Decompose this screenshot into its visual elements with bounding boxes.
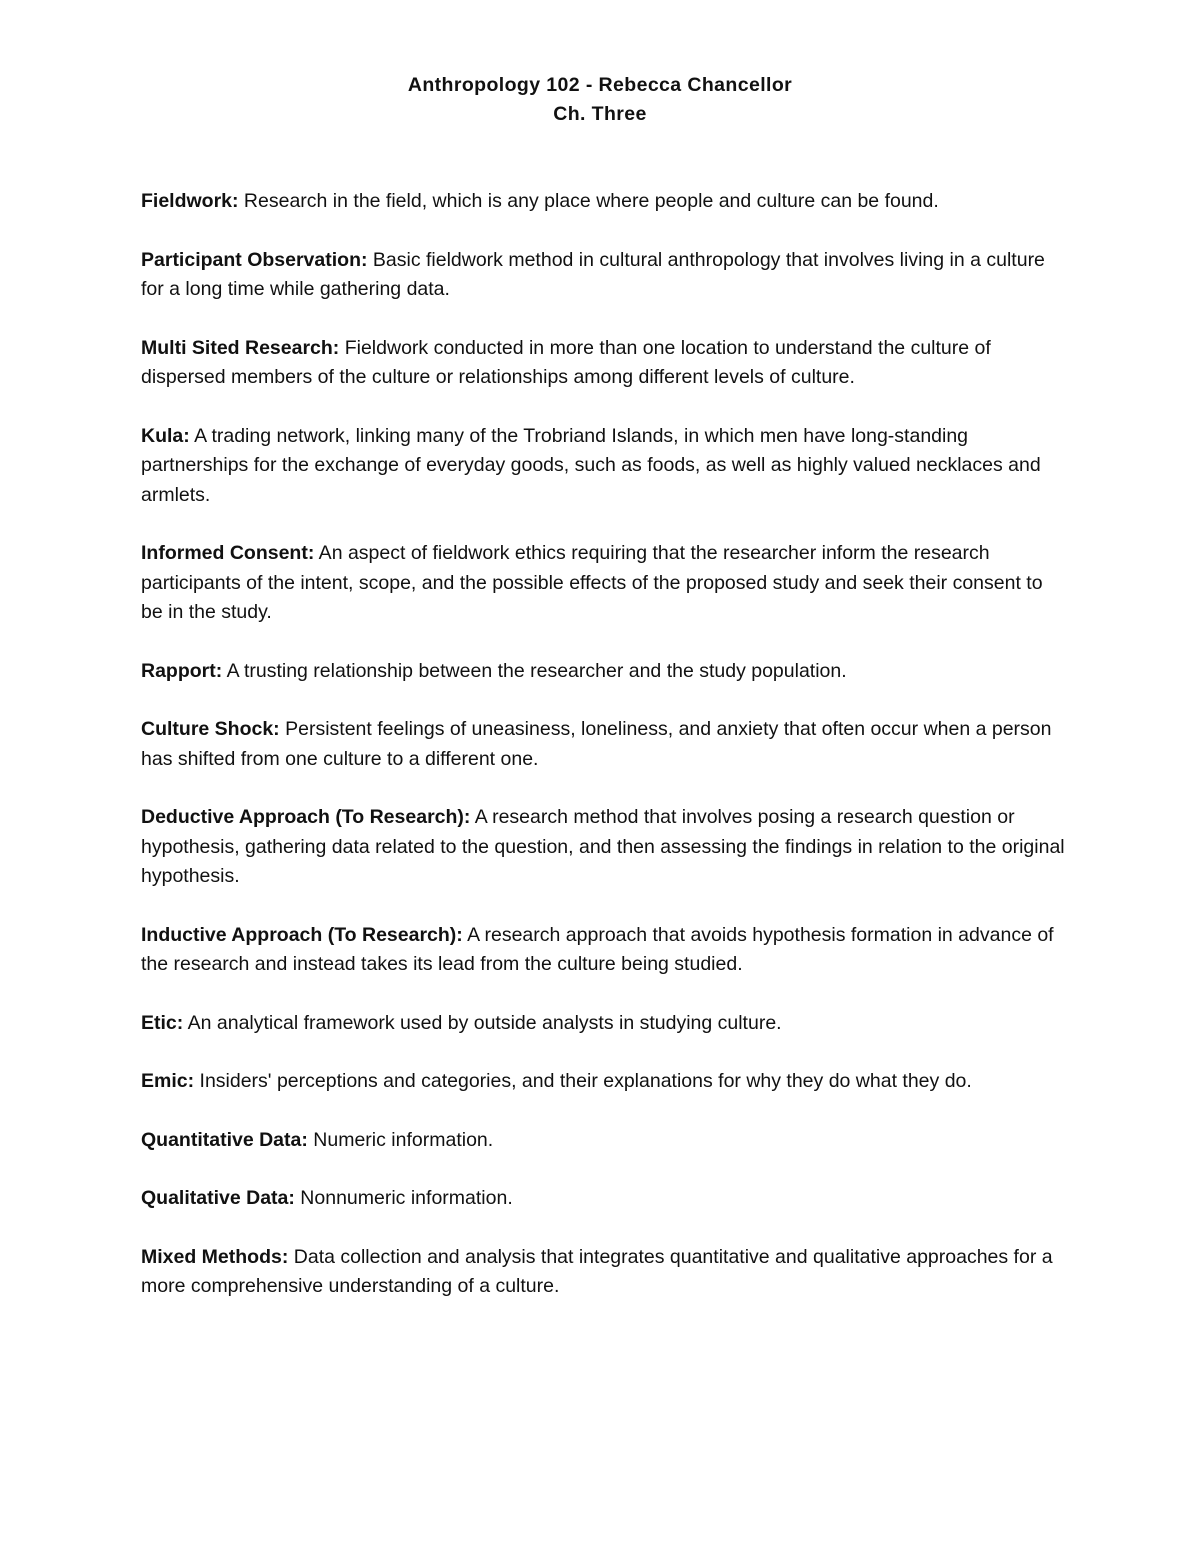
glossary-definition: A trading network, linking many of the Trobriand Islands, in which men have long-standing partnerships for the exchange of everyday goods, such as foods, as well as highly valued necklaces and armlets. — [141, 424, 1041, 506]
glossary-term: Rapport: — [141, 659, 223, 682]
glossary-definition: An analytical framework used by outside analysts in studying culture. — [183, 1011, 782, 1034]
glossary-entry — [141, 187, 1066, 217]
glossary-term: Participant Observation: — [141, 248, 368, 271]
glossary-term: Informed Consent: — [141, 542, 315, 564]
glossary-entry — [141, 657, 1066, 687]
glossary-term: Multi Sited Research: — [141, 336, 340, 359]
glossary-entry — [141, 1243, 1066, 1302]
glossary-entry — [141, 539, 1066, 628]
glossary-definition: Insiders' perceptions and categories, and their explanations for why they do what they do. — [194, 1070, 972, 1092]
glossary-entry — [141, 1126, 1066, 1156]
glossary-term: Culture Shock: — [141, 718, 280, 740]
glossary-term: Inductive Approach (To Research): — [141, 923, 463, 946]
glossary-entry — [141, 334, 1066, 393]
glossary-term: Emic: — [141, 1070, 195, 1092]
glossary-definition: Data collection and analysis that integrates quantitative and qualitative approaches for a more comprehensive understanding of a culture. — [141, 1245, 1053, 1297]
glossary-definition: A research method that involves posing a research question or hypothesis, gathering data related to the question, and then assessing the findings in relation to the original hypothesis. — [141, 806, 1065, 887]
glossary-entry — [141, 1009, 1066, 1039]
glossary-definition: A research approach that avoids hypothesis formation in advance of the research and instead takes its lead from the culture being studied. — [141, 923, 1054, 975]
chapter-heading: Ch. Three — [553, 103, 647, 125]
glossary-definition: Numeric information. — [307, 1128, 494, 1151]
glossary-term: Quantitative Data: — [141, 1128, 308, 1151]
glossary-definition: An aspect of fieldwork ethics requiring that the researcher inform the research participants of the intent, scope, and the possible effects of the proposed study and seek their consent to be in the study. — [141, 542, 1043, 623]
glossary-term: Fieldwork: — [141, 190, 239, 212]
glossary-entry — [141, 1067, 1066, 1097]
glossary-entry — [141, 422, 1066, 511]
glossary-term: Qualitative Data: — [141, 1187, 295, 1209]
glossary-definition: Fieldwork conducted in more than one location to understand the culture of dispersed members of the culture or relationships among different levels of culture. — [141, 336, 991, 388]
glossary-term: Kula: — [141, 424, 190, 447]
glossary-definition: A trusting relationship between the researcher and the study population. — [222, 659, 847, 682]
glossary-definition: Research in the field, which is any place where people and culture can be found. — [238, 190, 939, 212]
document-title: Anthropology 102 - Rebecca Chancellor — [407, 74, 793, 96]
glossary-entry — [141, 1184, 1066, 1214]
glossary-entry — [141, 803, 1066, 892]
glossary-entry — [141, 246, 1066, 305]
glossary-term: Etic: — [141, 1011, 184, 1034]
glossary-definition: Persistent feelings of uneasiness, loneliness, and anxiety that often occur when a person has shifted from one culture to a different one. — [141, 718, 1052, 770]
glossary-entry — [141, 921, 1066, 980]
glossary-definition: Nonnumeric information. — [294, 1187, 513, 1209]
glossary-list — [141, 187, 1066, 1331]
glossary-entry — [141, 715, 1066, 774]
glossary-definition: Basic fieldwork method in cultural anthropology that involves living in a culture for a long time while gathering data. — [141, 248, 1045, 300]
glossary-term: Deductive Approach (To Research): — [141, 806, 471, 828]
glossary-term: Mixed Methods: — [141, 1245, 289, 1268]
